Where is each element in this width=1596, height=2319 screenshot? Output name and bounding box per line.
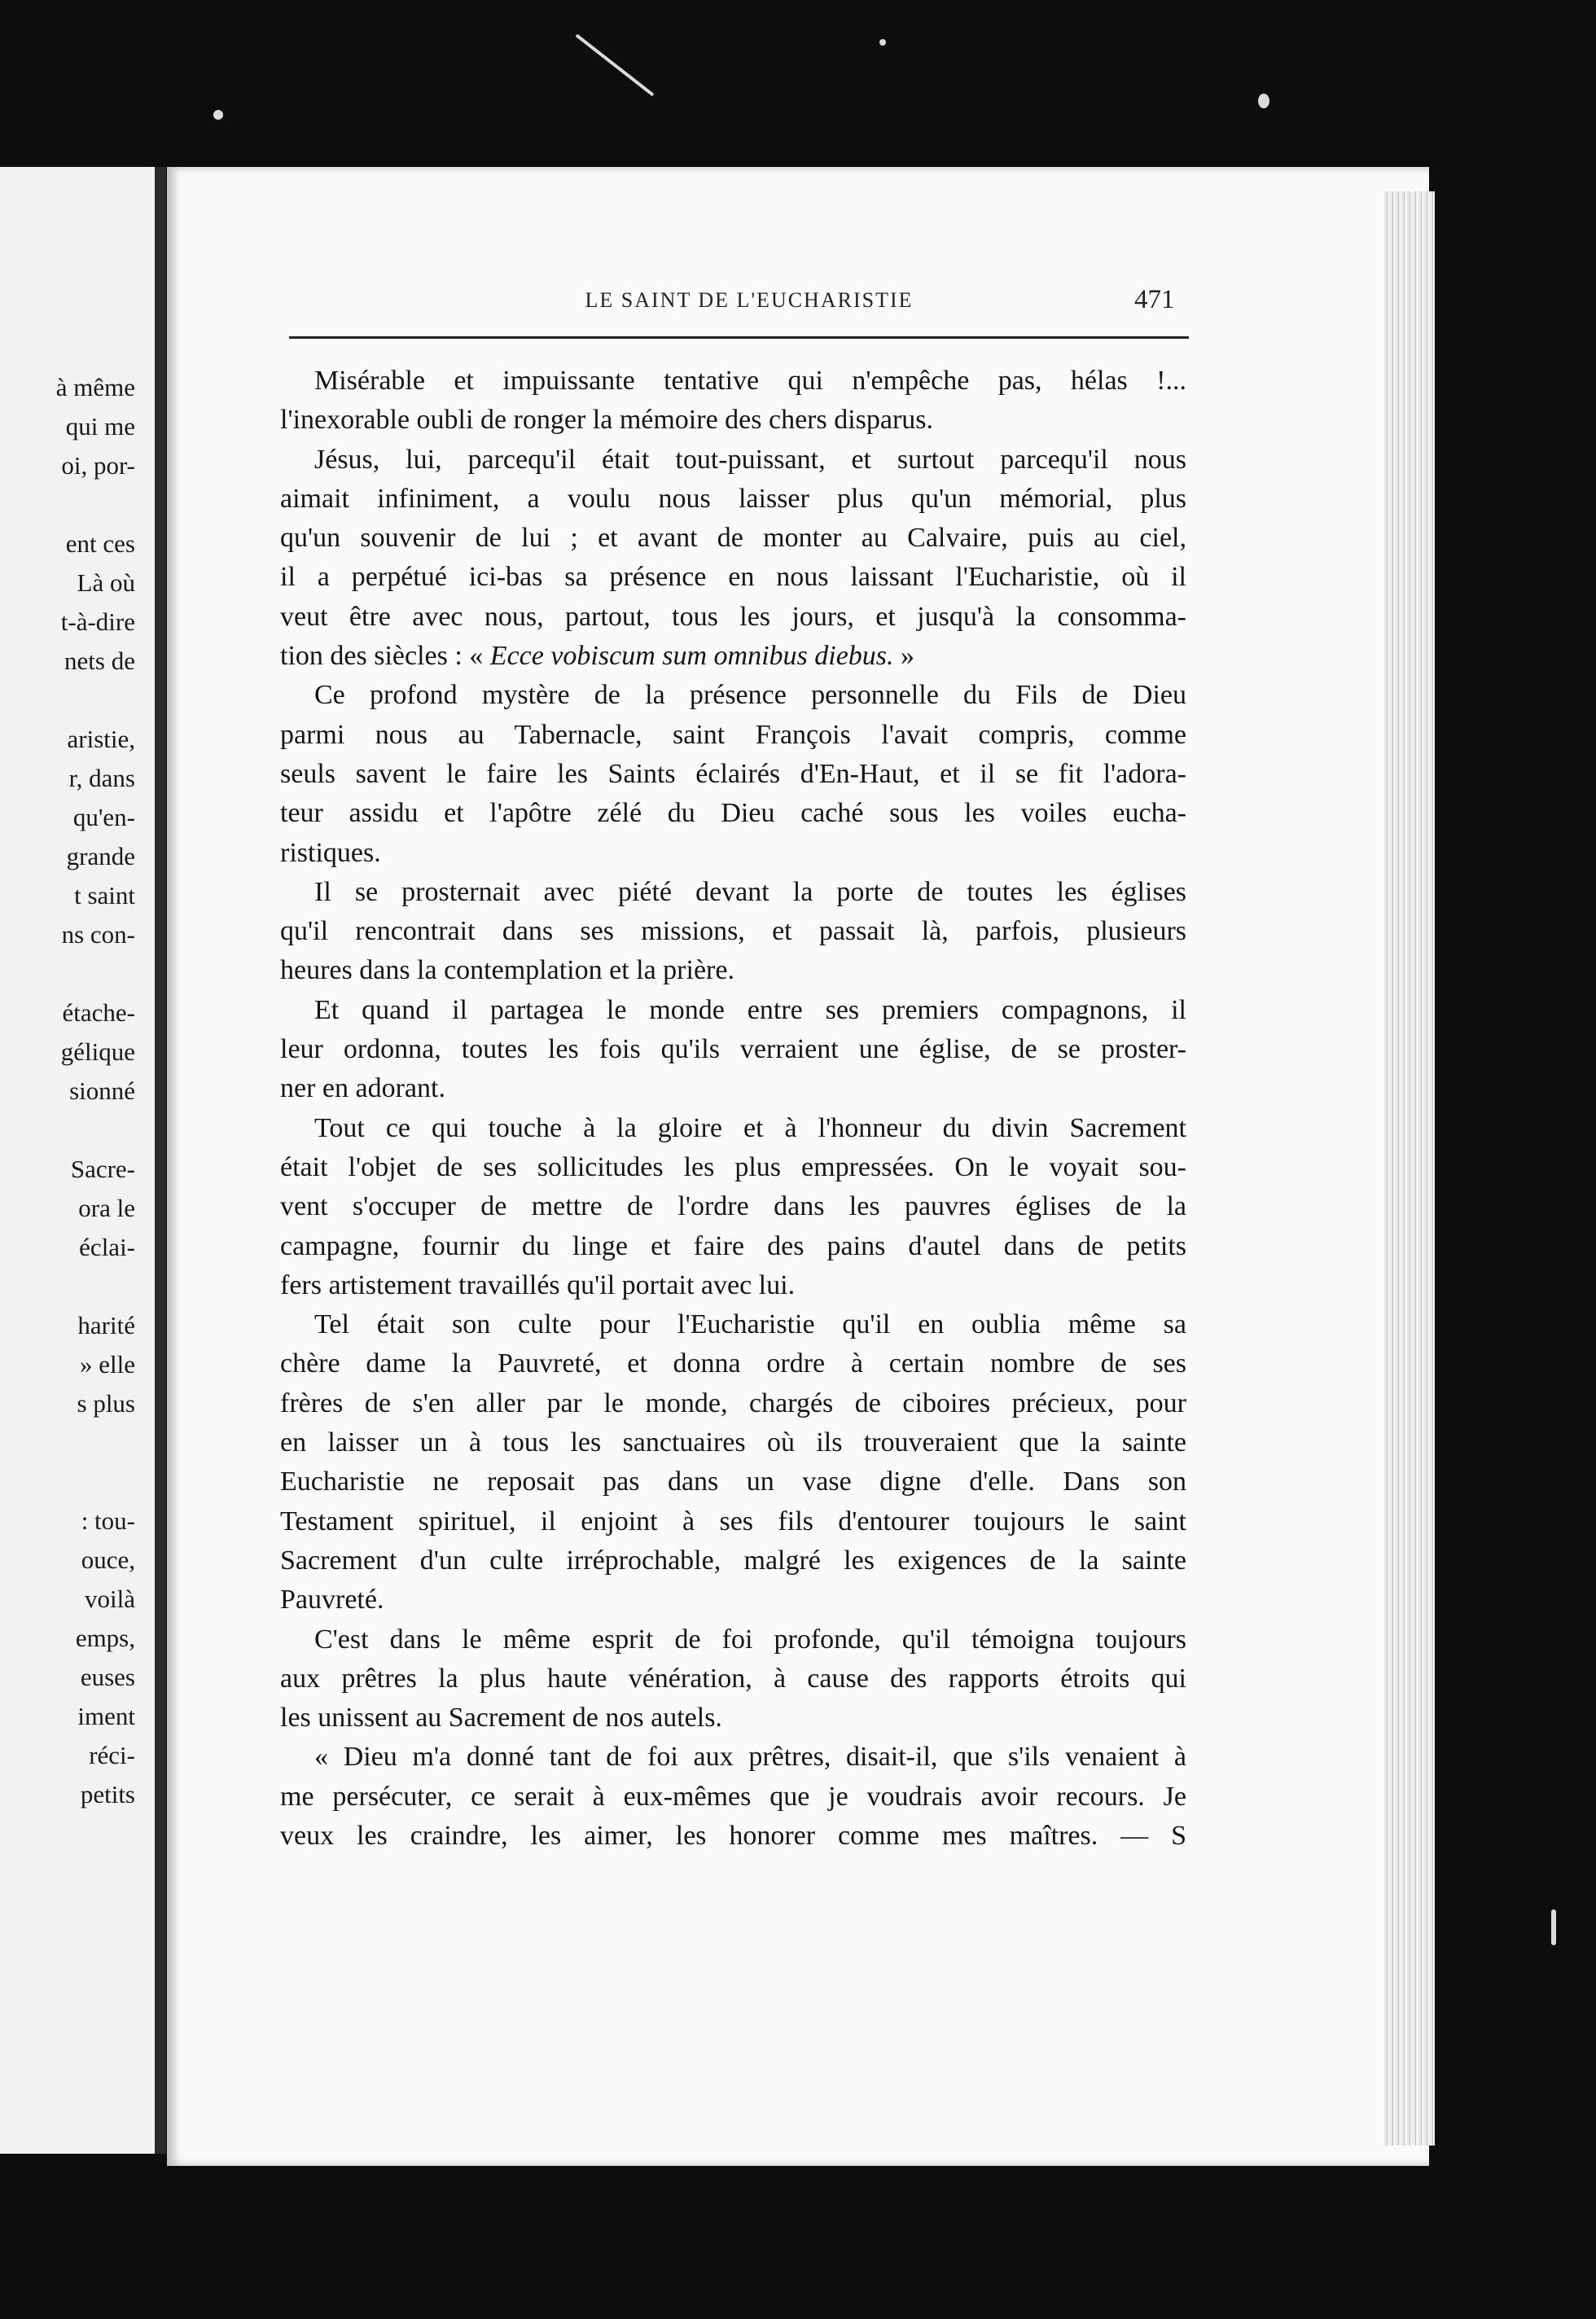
text-line: il a perpétué ici-bas sa présence en nous laissant l'Eucharistie, où il	[280, 562, 1186, 593]
text-line: Misérable et impuissante tentative qui n'empêche pas, hélas !...	[314, 366, 1186, 396]
left-page-line: voilà	[85, 1585, 135, 1613]
left-page-line: à même	[55, 373, 135, 401]
scan-speck	[575, 33, 654, 96]
text-line: veux les craindre, les aimer, les honorer comme mes maîtres. — S	[280, 1820, 1186, 1851]
left-page-line: gélique	[60, 1037, 135, 1066]
left-page-line: nets de	[64, 647, 135, 675]
text-line: aimait infiniment, a voulu nous laisser plus qu'un mémorial, plus	[280, 483, 1186, 514]
left-page-line: ns con-	[61, 920, 135, 949]
text-line: les unissent au Sacrement de nos autels.	[280, 1703, 722, 1734]
body-text	[280, 362, 1186, 1856]
left-page-line: s plus	[77, 1389, 135, 1418]
left-page-line: t saint	[74, 881, 135, 910]
text-line: campagne, fournir du linge et faire des pains d'autel dans de petits	[280, 1230, 1186, 1261]
left-page-line: ora le	[78, 1194, 135, 1222]
text-line: fers artistement travaillés qu'il portait avec lui.	[280, 1269, 796, 1300]
text-line: seuls savent le faire les Saints éclairés d'En-Haut, et il se fit l'adora-	[280, 758, 1186, 789]
left-page-line: : tou-	[81, 1506, 135, 1535]
text-line: en laisser un à tous les sanctuaires où ils trouveraient que la sainte	[280, 1427, 1186, 1458]
scan-speck	[1551, 1909, 1556, 1945]
text-line: Jésus, lui, parcequ'il était tout-puissant, et surtout parcequ'il nous	[314, 444, 1186, 475]
left-page-line: aristie,	[67, 725, 135, 753]
text-line: qu'il rencontrait dans ses missions, et passait là, parfois, plusieurs	[280, 916, 1186, 947]
page-number: 471	[1134, 285, 1175, 314]
text-line: vent s'occuper de mettre de l'ordre dans les pauvres églises de la	[280, 1191, 1186, 1222]
left-page-line: qui me	[65, 412, 135, 441]
text-line: Et quand il partagea le monde entre ses premiers compagnons, il	[314, 994, 1186, 1025]
text-line: l'inexorable oubli de ronger la mémoire des chers disparus.	[280, 405, 934, 436]
left-page-line: Sacre-	[70, 1155, 135, 1183]
left-page-line: r, dans	[68, 764, 135, 792]
text-line: Il se prosternait avec piété devant la porte de toutes les églises	[314, 876, 1186, 907]
text-line: veut être avec nous, partout, tous les jours, et jusqu'à la consomma-	[280, 601, 1186, 632]
left-page-line: oi, por-	[61, 451, 135, 480]
text-line: Eucharistie ne reposait pas dans un vase digne d'elle. Dans son	[280, 1466, 1186, 1497]
left-page-line: grande	[66, 842, 135, 870]
left-page-line: petits	[80, 1780, 135, 1808]
left-page-line: qu'en-	[72, 803, 135, 831]
left-page-line: t-à-dire	[60, 607, 135, 636]
scan-speck	[213, 110, 223, 120]
left-page-line: réci-	[89, 1741, 135, 1769]
text-line: me persécuter, ce serait à eux-mêmes que je voudrais avoir recours. Je	[280, 1781, 1186, 1812]
scan-speck	[1258, 94, 1269, 108]
running-title: LE SAINT DE L'EUCHARISTIE	[585, 288, 914, 312]
text-line: C'est dans le même esprit de foi profonde, qu'il témoigna toujours	[314, 1624, 1186, 1655]
left-page-line: éclai-	[79, 1233, 135, 1261]
text-line: Tout ce qui touche à la gloire et à l'honneur du divin Sacrement	[314, 1112, 1186, 1143]
text-line: « Dieu m'a donné tant de foi aux prêtres, disait-il, que s'ils venaient à	[314, 1742, 1186, 1773]
left-page-line: harité	[77, 1311, 135, 1339]
text-line: chère dame la Pauvreté, et donna ordre à certain nombre de ses	[280, 1348, 1186, 1379]
text-line: Pauvreté.	[280, 1585, 384, 1615]
left-page-line: sionné	[69, 1076, 135, 1105]
left-page-line: ent ces	[65, 529, 135, 558]
left-page-line: euses	[80, 1663, 135, 1691]
left-facing-page	[0, 167, 166, 2154]
text-line: aux prêtres la plus haute vénération, à cause des rapports étroits qui	[280, 1663, 1186, 1694]
text-line: ner en adorant.	[280, 1073, 445, 1104]
left-page-line: emps,	[75, 1624, 135, 1652]
left-page-line: ouce,	[81, 1545, 135, 1574]
text-line: leur ordonna, toutes les fois qu'ils verraient une église, de se proster-	[280, 1034, 1186, 1065]
text-line: ristiques.	[280, 837, 381, 868]
left-page-line: » elle	[80, 1350, 135, 1379]
text-line: frères de s'en aller par le monde, chargés de ciboires précieux, pour	[280, 1387, 1186, 1418]
text-line: heures dans la contemplation et la prière.	[280, 955, 734, 986]
text-line: Tel était son culte pour l'Eucharistie qu'il en oublia même sa	[314, 1309, 1186, 1340]
left-page-line: Là où	[77, 568, 135, 597]
text-line: qu'un souvenir de lui ; et avant de monter au Calvaire, puis au ciel,	[280, 523, 1186, 554]
text-line: était l'objet de ses sollicitudes les plus empressées. On le voyait sou-	[280, 1151, 1186, 1182]
left-page-line: iment	[77, 1702, 135, 1730]
text-line: teur assidu et l'apôtre zélé du Dieu caché sous les voiles eucha-	[280, 798, 1186, 829]
text-line: Testament spirituel, il enjoint à ses fils d'entourer toujours le saint	[280, 1506, 1186, 1537]
scan-speck	[879, 39, 886, 46]
text-line: Ce profond mystère de la présence personnelle du Fils de Dieu	[314, 680, 1186, 711]
text-line: Sacrement d'un culte irréprochable, malgré les exigences de la sainte	[280, 1545, 1186, 1576]
text-line: tion des siècles : « Ecce vobiscum sum omnibus diebus. »	[280, 641, 915, 672]
text-line: parmi nous au Tabernacle, saint François l'avait compris, comme	[280, 719, 1186, 750]
header-rule	[289, 336, 1189, 339]
left-page-line: étache-	[62, 998, 135, 1027]
page-edges	[1384, 191, 1435, 2146]
